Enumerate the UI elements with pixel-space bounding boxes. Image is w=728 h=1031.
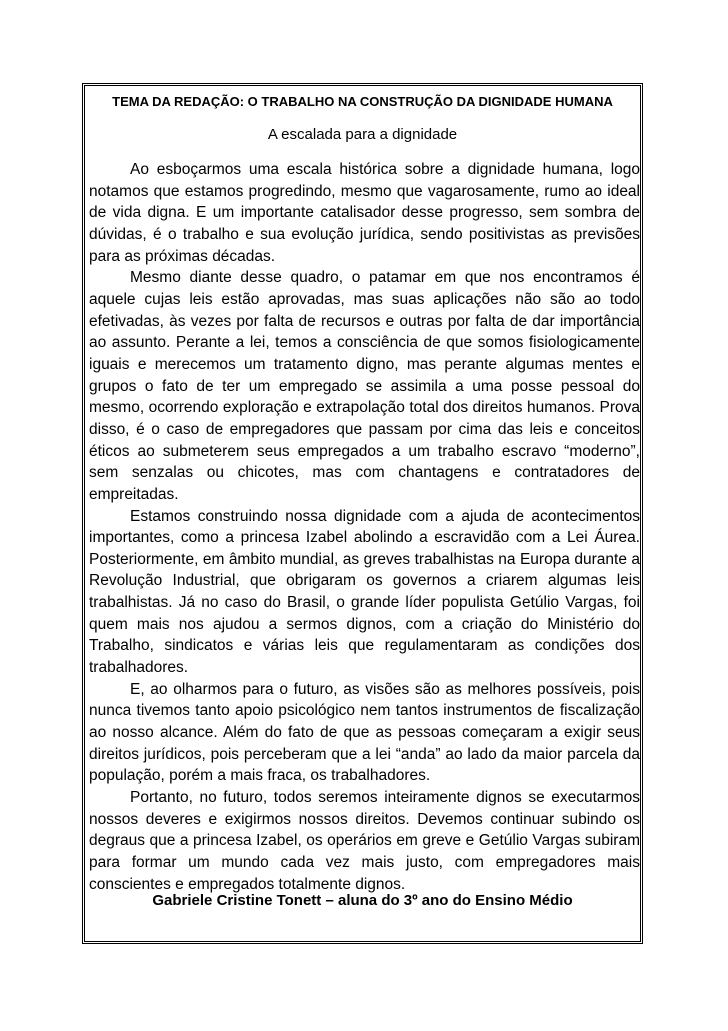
essay-paragraph: E, ao olharmos para o futuro, as visões são as melhores possíveis, pois nunca tivemos tanto apoio psicológico nem tantos instrumentos de fiscalização ao nosso alcance. Além do fato de que as pessoas começaram a exigir seus direitos jurídicos, pois perceberam que a lei “anda” ao lado da maior parcela da população, porém a mais fraca, os trabalhadores. xyxy=(89,680,640,785)
essay-title: A escalada para a dignidade xyxy=(267,126,458,143)
essay-paragraph: Portanto, no futuro, todos seremos inteiramente dignos se executarmos nossos deveres e exigirmos nossos direitos. Devemos continuar subindo os degraus que a princesa Izabel, os operários em greve e Getúlio Vargas subiram para formar um mundo cada vez mais justo, com empregadores mais conscientes e empregados totalmente dignos. xyxy=(89,789,640,893)
essay-body xyxy=(89,159,640,895)
essay-paragraph: Ao esboçarmos uma escala histórica sobre a dignidade humana, logo notamos que estamos progredindo, mesmo que vagarosamente, rumo ao ideal de vida digna. E um importante catalisador desse progresso, sem sombra de dúvidas, é o trabalho e sua evolução jurídica, sendo positivistas as previsões para as próximas décadas. xyxy=(89,161,640,265)
essay-paragraph: Mesmo diante desse quadro, o patamar em que nos encontramos é aquele cujas leis estão aprovadas, mas suas aplicações não são ao todo efetivadas, às vezes por falta de recursos e outras por falta de dar importância ao assunto. Perante a lei, temos a consciência de que somos fisiologicamente iguais e merecemos um tratamento digno, mas perante algumas mentes e grupos o fato de ter um empregado se assimila a uma posse pessoal do mesmo, ocorrendo exploração e extrapolação total dos direitos humanos. Prova disso, é o caso de empregadores que passam por cima das leis e conceitos éticos ao submeterem seus empregados a um trabalho escravo “moderno”, sem senzalas ou chicotes, mas com chantagens e contratadores de empreitadas. xyxy=(89,269,640,503)
author-signature: Gabriele Cristine Tonett – aluna do 3º ano do Ensino Médio xyxy=(152,892,573,909)
essay-topic: TEMA DA REDAÇÃO: O TRABALHO NA CONSTRUÇÃO DA DIGNIDADE HUMANA xyxy=(112,94,613,109)
essay-frame xyxy=(82,83,643,944)
essay-paragraph: Estamos construindo nossa dignidade com a ajuda de acontecimentos importantes, como a princesa Izabel abolindo a escravidão com a Lei Áurea. Posteriormente, em âmbito mundial, as greves trabalhistas na Europa durante a Revolução Industrial, que obrigaram os governos a criarem algumas leis trabalhistas. Já no caso do Brasil, o grande líder populista Getúlio Vargas, foi quem mais nos ajudou a sermos dignos, com a criação do Ministério do Trabalho, sindicatos e várias leis que regulamentaram as condições dos trabalhadores. xyxy=(89,507,640,677)
